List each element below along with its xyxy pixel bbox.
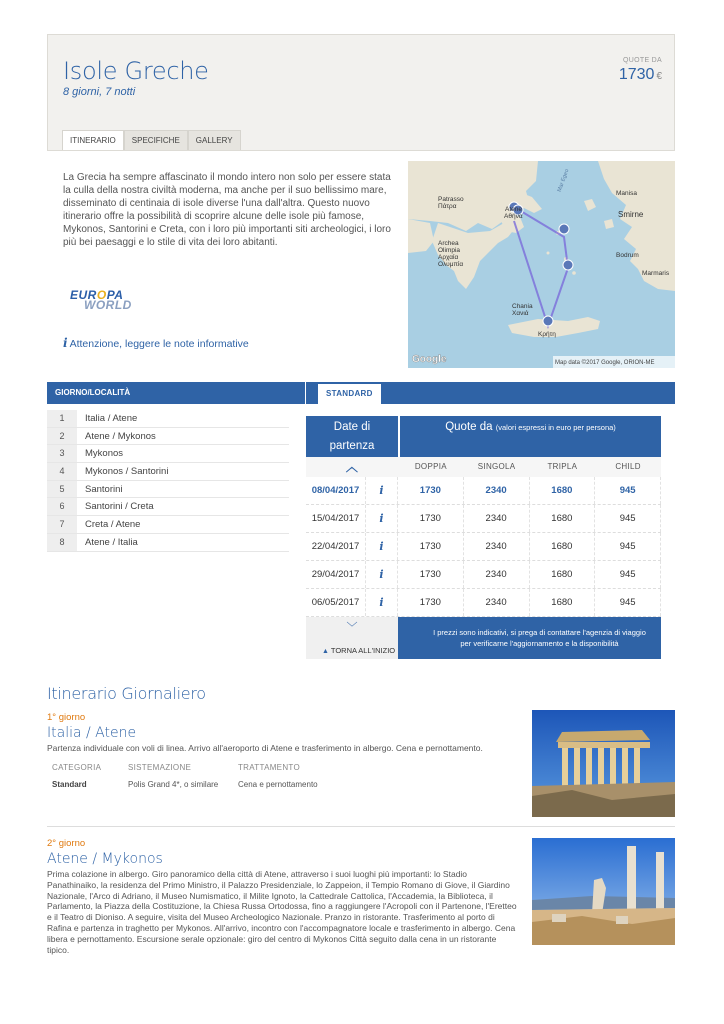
scroll-down-icon[interactable]: ﹀ xyxy=(346,622,358,634)
logo-text-b: PA xyxy=(106,288,124,302)
accommodation-value: Polis Grand 4*, o similare xyxy=(128,779,219,789)
col-doppia: DOPPIA xyxy=(414,462,447,471)
info-icon[interactable]: i xyxy=(379,540,384,553)
price-singola: 2340 xyxy=(464,561,530,588)
google-logo: Google xyxy=(412,354,447,365)
itinerary-row[interactable] xyxy=(47,498,289,516)
day-1-description: Partenza individuale con voli di linea. Arrivo all'aeroporto di Atene e trasferimento in albergo. Cena e pernottamento. xyxy=(47,743,483,753)
delos-photo xyxy=(532,838,675,945)
quote-header-title: Quote da xyxy=(445,421,493,433)
map-label-sea: Mar Egeo xyxy=(556,168,571,193)
info-icon[interactable]: i xyxy=(379,568,384,581)
map-label-archaia: Αρχαία xyxy=(438,254,459,261)
info-icon: i xyxy=(63,336,68,350)
intro-text: La Grecia ha sempre affascinato il mondo intero non solo per essere stata la culla della nostra civiltà moderna, ma anche per il suo bellissimo mare, disseminato di centinaia di isole diverse l'una dall'altra. Questo nuovo itinerario offre la possibilità di scoprire alcune delle isole più famose, Mykonos, Santorini e Creta, con i loro più importanti siti archeologici, i loro più bei paesaggi e lo stile di vita dei loro abitanti. xyxy=(63,172,391,248)
day-location: Atene / Italia xyxy=(85,536,138,548)
day-2-number: 2° giorno xyxy=(47,838,86,849)
map-label-archea: Archea xyxy=(438,240,459,247)
itinerary-row[interactable] xyxy=(47,410,289,428)
map-label-olimpia: Olimpia xyxy=(438,247,461,254)
itinerary-row[interactable] xyxy=(47,516,289,534)
departure-date: 22/04/2017 xyxy=(306,533,366,560)
day-number: 3 xyxy=(47,445,77,462)
departure-date: 06/05/2017 xyxy=(306,589,366,616)
day-number: 1 xyxy=(47,410,77,427)
currency: € xyxy=(656,71,662,82)
col-sistemazione: SISTEMAZIONE xyxy=(128,762,192,772)
logo-text-o: O xyxy=(96,288,107,302)
map-label-chania-gr: Χανιά xyxy=(512,310,529,317)
daily-itinerary-title: Itinerario Giornaliero xyxy=(47,684,206,703)
back-to-top-label: TORNA ALL'INIZIO xyxy=(330,646,396,655)
day-2-description: Prima colazione in albergo. Giro panoramico della città di Atene, attraverso i suoi luoghi più importanti: lo Stadio Panathinaiko, la residenza del Primo Ministro, il Palazzo Presidenziale, lo Zappeion, il Tempio Romano di Giove, il Giardino Nazionale, l'Arco di Adriano, il Museo Numismatico, il Milite Ignoto, la Cattedrale Cattolica, l'Accademia, la Biblioteca, il Parlamento, la Piazza della Costituzione, la Chiesa Russa Ortodossa, fino a raggiungere l'Acropoli con il Partenone, l'Eretteo e il Teatro di Dioniso. A seguire, visita del Museo Archeologico Nazionale. Pranzo in ristorante. Trasferimento al porto di Rafina e partenza in traghetto per Mykonos. All'arrivo, incontro con l'accompagnatore locale e trasferimento in albergo. Cena libera e pernottamento. Escursione serale opzionale: giro del centro di Mykonos Città seguito dalla cena in un ristorante tipico. xyxy=(47,869,517,955)
category-value: Standard xyxy=(52,779,87,789)
day-location: Atene / Mykonos xyxy=(85,430,156,442)
price-child: 945 xyxy=(595,561,661,588)
day-location: Creta / Atene xyxy=(85,519,141,531)
col-trattamento: TRATTAMENTO xyxy=(238,762,300,772)
tour-header xyxy=(47,34,675,151)
price-tripla: 1680 xyxy=(530,505,596,532)
price-singola: 2340 xyxy=(464,505,530,532)
price-row[interactable] xyxy=(306,561,661,589)
day-1-number: 1° giorno xyxy=(47,712,86,723)
map-label-bodrum: Bodrum xyxy=(616,252,639,259)
quote-label: QUOTE DA xyxy=(623,57,662,64)
day-divider xyxy=(47,826,675,827)
price-tripla: 1680 xyxy=(530,477,596,504)
map-label-marmaris: Marmaris xyxy=(642,270,670,277)
map-label-smirne: Smirne xyxy=(618,210,644,219)
price-singola: 2340 xyxy=(464,477,530,504)
price-singola: 2340 xyxy=(464,589,530,616)
day-1-title: Italia / Atene xyxy=(47,725,137,741)
price-tab-bar xyxy=(306,382,675,404)
date-header xyxy=(306,416,398,457)
attention-text: Attenzione, leggere le note informative xyxy=(69,338,249,350)
price-doppia: 1730 xyxy=(398,561,464,588)
itinerary-row[interactable] xyxy=(47,534,289,552)
day-number: 6 xyxy=(47,498,77,515)
price-doppia: 1730 xyxy=(398,589,464,616)
price-table xyxy=(306,416,661,659)
tab-itinerario[interactable]: ITINERARIO xyxy=(62,130,124,150)
col-categoria: CATEGORIA xyxy=(52,762,102,772)
accommodation-row xyxy=(47,780,517,789)
map-label-patrasso: Patrasso xyxy=(438,196,464,203)
price-tripla: 1680 xyxy=(530,561,596,588)
scroll-up-icon[interactable]: ︿ xyxy=(345,460,359,474)
price-tripla: 1680 xyxy=(530,589,596,616)
day-number: 5 xyxy=(47,481,77,498)
europa-world-logo xyxy=(70,288,132,314)
day-2-title: Atene / Mykonos xyxy=(47,851,163,867)
price-tripla: 1680 xyxy=(530,533,596,560)
price-child: 945 xyxy=(595,589,661,616)
col-singola: SINGOLA xyxy=(477,462,516,471)
day-location: Santorini xyxy=(85,483,123,495)
day-location: Mykonos xyxy=(85,448,124,460)
map-label-chania: Chania xyxy=(512,303,533,310)
itinerary-row[interactable] xyxy=(47,481,289,499)
quote-price xyxy=(619,66,662,84)
price-disclaimer: I prezzi sono indicativi, si prega di contattare l'agenzia di viaggio per verificarne l'aggiornamento e la disponibilità xyxy=(398,617,661,659)
map-label-kriti: Κρήτη xyxy=(538,331,556,338)
itinerary-row[interactable] xyxy=(47,463,289,481)
map-label-patra: Πάτρα xyxy=(438,203,457,210)
info-icon[interactable]: i xyxy=(379,484,384,497)
day-1-section xyxy=(47,712,517,789)
day-number: 7 xyxy=(47,516,77,533)
accommodation-table xyxy=(47,763,517,789)
itinerary-header: GIORNO/LOCALITÀ xyxy=(47,382,305,404)
col-tripla: TRIPLA xyxy=(547,462,578,471)
map-label-athina: Αθήνα xyxy=(504,213,523,220)
map-attribution: Map data ©2017 Google, ORION-ME xyxy=(555,360,655,366)
price-doppia: 1730 xyxy=(398,533,464,560)
day-number: 4 xyxy=(47,463,77,480)
page-title: Isole Greche xyxy=(63,57,209,85)
info-icon[interactable]: i xyxy=(379,596,384,609)
price-row[interactable] xyxy=(306,477,661,505)
col-child: CHILD xyxy=(615,462,641,471)
quote-price-value: 1730 xyxy=(618,66,655,83)
map-label-olympia: Ολυμπία xyxy=(438,261,464,268)
triangle-up-icon: ▲ xyxy=(322,648,329,655)
day-location: Italia / Atene xyxy=(85,413,138,424)
acropolis-photo xyxy=(532,710,675,817)
info-icon[interactable]: i xyxy=(379,512,384,525)
tab-gallery[interactable]: GALLERY xyxy=(188,130,241,150)
departure-date: 15/04/2017 xyxy=(306,505,366,532)
day-location: Mykonos / Santorini xyxy=(85,466,169,478)
tab-specifiche[interactable]: SPECIFICHE xyxy=(124,130,188,150)
quote-header xyxy=(398,416,661,457)
day-location: Santorini / Creta xyxy=(85,501,154,513)
date-header-line2: partenza xyxy=(329,440,375,452)
price-row[interactable] xyxy=(306,589,661,617)
quote-header-note: (valori espressi in euro per persona) xyxy=(495,423,616,432)
attention-link[interactable] xyxy=(63,336,249,350)
map-label-manisa: Manisa xyxy=(616,190,637,197)
price-child: 945 xyxy=(595,533,661,560)
map-label-atene: Atene xyxy=(505,206,522,213)
price-row[interactable] xyxy=(306,505,661,533)
route-map[interactable] xyxy=(408,161,675,368)
price-row[interactable] xyxy=(306,533,661,561)
price-child: 945 xyxy=(595,505,661,532)
itinerary-row[interactable] xyxy=(47,428,289,446)
table-nav xyxy=(306,617,398,659)
date-header-line1: Date di xyxy=(333,421,371,433)
logo-text-world: WORLD xyxy=(84,298,132,312)
price-doppia: 1730 xyxy=(398,477,464,504)
board-value: Cena e pernottamento xyxy=(238,779,318,789)
itinerary-row[interactable] xyxy=(47,445,289,463)
price-doppia: 1730 xyxy=(398,505,464,532)
tab-bar xyxy=(62,130,241,150)
itinerary-list xyxy=(47,410,289,552)
logo-text-a: EUR xyxy=(70,288,97,302)
day-2-section xyxy=(47,838,517,955)
tab-standard[interactable]: STANDARD xyxy=(318,384,381,404)
day-number: 8 xyxy=(47,534,77,551)
departure-date: 08/04/2017 xyxy=(306,477,366,504)
duration-subtitle: 8 giorni, 7 notti xyxy=(63,86,136,98)
day-number: 2 xyxy=(47,428,77,445)
back-to-top-link[interactable] xyxy=(322,646,395,655)
price-child: 945 xyxy=(595,477,661,504)
price-singola: 2340 xyxy=(464,533,530,560)
departure-date: 29/04/2017 xyxy=(306,561,366,588)
